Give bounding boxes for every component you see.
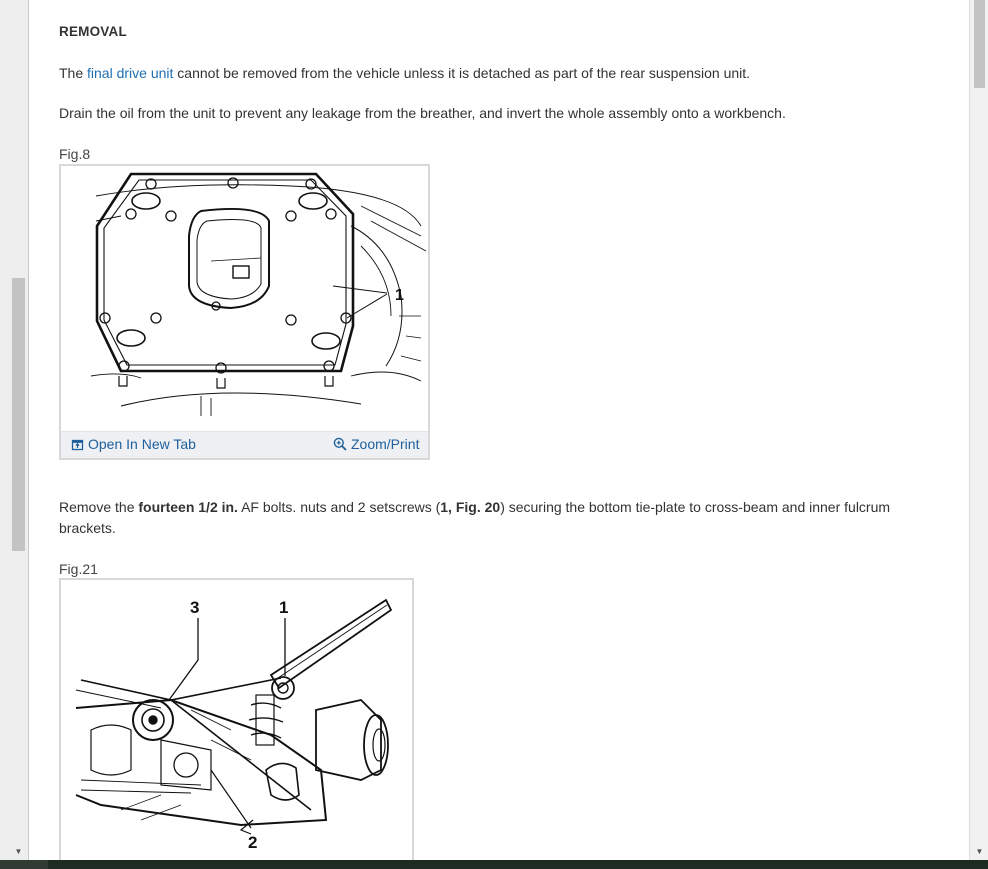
fig8-diagram[interactable] xyxy=(61,166,428,432)
para3-text-1: Remove the xyxy=(59,499,139,515)
figure-21 xyxy=(59,578,414,860)
para3-text-3: ) securing the bottom tie-plate to cross-beam and inner fulcrum brackets. xyxy=(59,499,891,536)
fig21-callout-2: 2 xyxy=(248,833,258,852)
zoom-print-button[interactable] xyxy=(333,436,419,452)
open-in-new-tab-label: Open In New Tab xyxy=(88,436,196,452)
para1-text-after: cannot be removed from the vehicle unless it is detached as part of the rear suspension unit. xyxy=(173,65,751,81)
fig8-callout-1: 1 xyxy=(395,287,404,304)
paragraph-final-drive xyxy=(59,63,919,84)
right-scrollbar[interactable] xyxy=(969,0,988,860)
fig21-callout-3: 3 xyxy=(190,598,200,617)
chevron-down-icon[interactable]: ▼ xyxy=(14,847,23,856)
taskbar-start-area[interactable] xyxy=(0,860,48,869)
section-heading: REMOVAL xyxy=(59,24,127,39)
paragraph-drain-oil: Drain the oil from the unit to prevent any leakage from the breather, and invert the whole assembly onto a workbench. xyxy=(59,105,786,121)
paragraph-remove-bolts xyxy=(59,497,919,539)
figure-8 xyxy=(59,164,430,460)
fig8-toolbar xyxy=(61,431,428,458)
fig21-label: Fig.21 xyxy=(59,561,98,577)
para1-text-before: The xyxy=(59,65,88,81)
zoom-print-label: Zoom/Print xyxy=(351,436,420,452)
left-scroll-gutter xyxy=(0,0,29,860)
figure-reference: 1, Fig. 20 xyxy=(440,499,501,515)
fig21-callout-1: 1 xyxy=(279,598,289,617)
fig8-label: Fig.8 xyxy=(59,146,91,162)
fig21-diagram[interactable] xyxy=(61,580,412,860)
left-scrollbar-thumb[interactable] xyxy=(12,278,25,551)
open-in-new-tab-button[interactable] xyxy=(71,436,196,452)
final-drive-unit-link[interactable]: final drive unit xyxy=(87,65,174,81)
chevron-down-icon[interactable]: ▼ xyxy=(975,847,984,856)
open-in-new-tab-icon xyxy=(71,438,84,451)
right-scrollbar-thumb[interactable] xyxy=(974,0,985,88)
para3-text-2: AF bolts. nuts and 2 setscrews ( xyxy=(237,499,441,515)
magnifier-plus-icon xyxy=(333,437,347,451)
taskbar xyxy=(0,860,988,869)
document-page xyxy=(29,0,969,860)
bolt-spec: fourteen 1/2 in. xyxy=(138,499,238,515)
